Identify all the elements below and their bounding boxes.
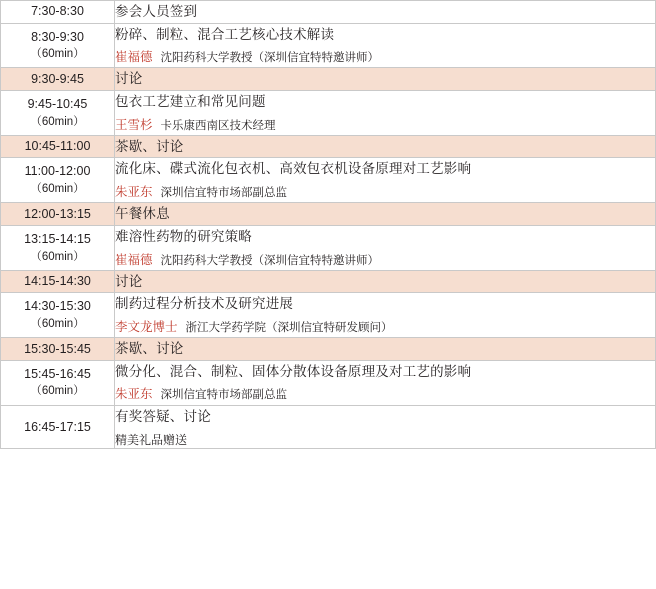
time-cell — [1, 338, 115, 361]
session-duration: （60min） — [30, 115, 85, 128]
session-duration: （60min） — [30, 183, 85, 196]
table-row — [1, 23, 656, 68]
speaker-line — [115, 48, 655, 67]
session-title: 午餐休息 — [115, 206, 170, 222]
time-cell — [1, 23, 115, 68]
table-row — [1, 1, 656, 24]
speaker-affiliation: 沈阳药科大学教授（深圳信宜特特邀讲师） — [160, 52, 380, 65]
time-cell — [1, 293, 115, 338]
time-cell — [1, 270, 115, 293]
time-range: 14:30-15:30 — [24, 299, 91, 314]
session-duration: （60min） — [30, 250, 85, 263]
time-cell — [1, 360, 115, 405]
table-row — [1, 91, 656, 136]
time-cell — [1, 203, 115, 226]
session-title: 流化床、碟式流化包衣机、高效包衣机设备原理对工艺影响 — [115, 161, 472, 177]
time-range: 12:00-13:15 — [24, 206, 91, 221]
session-cell — [115, 338, 656, 361]
time-range: 14:15-14:30 — [24, 274, 91, 289]
speaker-line — [115, 116, 655, 135]
speaker-line — [115, 251, 655, 270]
session-title: 粉碎、制粒、混合工艺核心技术解读 — [115, 26, 335, 42]
session-note: 精美礼品赠送 — [115, 433, 188, 448]
speaker-affiliation: 深圳信宜特市场部副总监 — [160, 187, 288, 200]
time-range: 11:00-12:00 — [24, 164, 91, 179]
session-cell — [115, 360, 656, 405]
session-title: 茶歇、讨论 — [115, 138, 184, 154]
speaker-line — [115, 318, 655, 337]
session-title: 讨论 — [115, 71, 143, 87]
session-title: 包衣工艺建立和常见问题 — [115, 94, 266, 110]
table-row — [1, 68, 656, 91]
table-row — [1, 135, 656, 158]
time-cell — [1, 225, 115, 270]
time-range: 9:45-10:45 — [27, 96, 88, 111]
session-cell — [115, 405, 656, 449]
session-cell — [115, 91, 656, 136]
session-cell — [115, 203, 656, 226]
table-row — [1, 360, 656, 405]
time-cell — [1, 135, 115, 158]
table-row — [1, 293, 656, 338]
table-row — [1, 270, 656, 293]
session-cell — [115, 293, 656, 338]
agenda-table-body — [1, 1, 656, 449]
session-title: 茶歇、讨论 — [115, 341, 184, 357]
session-duration: （60min） — [30, 318, 85, 331]
time-range: 13:15-14:15 — [24, 231, 91, 246]
time-cell — [1, 405, 115, 449]
table-row — [1, 225, 656, 270]
speaker-name: 崔福德 — [115, 252, 153, 267]
speaker-affiliation: 浙江大学药学院（深圳信宜特研发顾问） — [185, 321, 393, 334]
session-title: 难溶性药物的研究策略 — [115, 228, 252, 244]
speaker-name: 王雪杉 — [115, 117, 153, 132]
time-cell — [1, 91, 115, 136]
session-title: 微分化、混合、制粒、固体分散体设备原理及对工艺的影响 — [115, 363, 472, 379]
speaker-name: 朱亚东 — [115, 185, 153, 200]
session-cell — [115, 1, 656, 24]
time-cell — [1, 1, 115, 24]
session-cell — [115, 158, 656, 203]
speaker-name: 崔福德 — [115, 50, 153, 65]
table-row — [1, 203, 656, 226]
session-title: 制药过程分析技术及研究进展 — [115, 296, 294, 312]
time-range: 8:30-9:30 — [31, 29, 84, 44]
session-cell — [115, 270, 656, 293]
time-range: 9:30-9:45 — [31, 71, 84, 86]
session-cell — [115, 135, 656, 158]
speaker-name: 朱亚东 — [115, 387, 153, 402]
table-row — [1, 405, 656, 449]
table-row — [1, 158, 656, 203]
time-range: 15:45-16:45 — [24, 366, 91, 381]
speaker-affiliation: 卡乐康西南区技术经理 — [160, 119, 276, 132]
session-cell — [115, 225, 656, 270]
table-row — [1, 338, 656, 361]
session-cell — [115, 68, 656, 91]
speaker-name: 李文龙博士 — [115, 319, 178, 334]
time-cell — [1, 68, 115, 91]
time-range: 7:30-8:30 — [31, 4, 84, 19]
speaker-line — [115, 183, 655, 202]
session-cell — [115, 23, 656, 68]
time-range: 16:45-17:15 — [24, 419, 91, 434]
session-title: 有奖答疑、讨论 — [115, 408, 211, 424]
session-duration: （60min） — [30, 385, 85, 398]
speaker-affiliation: 沈阳药科大学教授（深圳信宜特特邀讲师） — [160, 254, 380, 267]
time-range: 15:30-15:45 — [24, 341, 91, 356]
speaker-line — [115, 385, 655, 404]
session-duration: （60min） — [30, 48, 85, 61]
speaker-affiliation: 深圳信宜特市场部副总监 — [160, 389, 288, 402]
time-range: 10:45-11:00 — [24, 139, 91, 154]
time-cell — [1, 158, 115, 203]
session-title: 讨论 — [115, 273, 143, 289]
session-title: 参会人员签到 — [115, 4, 198, 19]
